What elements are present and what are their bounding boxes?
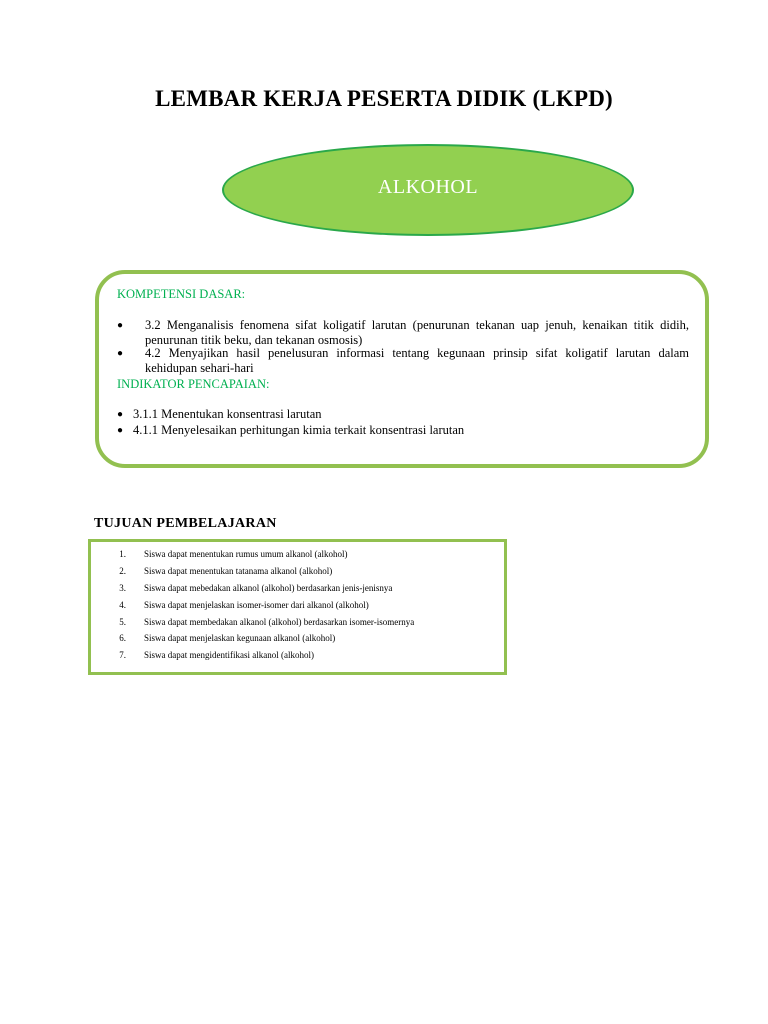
list-item-text: Siswa dapat menentukan tatanama alkanol (alkohol) bbox=[144, 565, 333, 576]
list-item-text: Siswa dapat mengidentifikasi alkanol (alkohol) bbox=[144, 650, 314, 661]
list-item bbox=[91, 546, 504, 563]
list-item bbox=[91, 597, 504, 614]
tujuan-list bbox=[91, 546, 504, 664]
kompetensi-item bbox=[117, 318, 689, 348]
kompetensi-item-text: 4.2 Menyajikan hasil penelusuran informasi tentang kegunaan prinsip sifat koligatif larutan dalam kehidupan sehari-hari bbox=[145, 346, 689, 375]
kompetensi-heading: KOMPETENSI DASAR: bbox=[117, 287, 246, 301]
list-item-text: Siswa dapat membedakan alkanol (alkohol) berdasarkan isomer-isomernya bbox=[144, 616, 415, 627]
topic-label: ALKOHOL bbox=[377, 175, 479, 198]
list-item bbox=[91, 563, 504, 580]
list-item-text: Siswa dapat menjelaskan isomer-isomer dari alkanol (alkohol) bbox=[144, 599, 369, 610]
indikator-item-text: 3.1.1 Menentukan konsentrasi larutan bbox=[133, 407, 322, 421]
indikator-item-text: 4.1.1 Menyelesaikan perhitungan kimia terkait konsentrasi larutan bbox=[133, 423, 465, 437]
list-item-number: 5. bbox=[119, 616, 126, 627]
indikator-item bbox=[117, 407, 689, 422]
list-item-number: 4. bbox=[119, 599, 126, 610]
kompetensi-item bbox=[117, 346, 689, 376]
list-item-text: Siswa dapat mebedakan alkanol (alkohol) berdasarkan jenis-jenisnya bbox=[144, 582, 393, 593]
indikator-item bbox=[117, 423, 689, 438]
topic-oval bbox=[222, 144, 634, 236]
kompetensi-box bbox=[95, 270, 709, 468]
indikator-heading: INDIKATOR PENCAPAIAN: bbox=[117, 377, 270, 391]
list-item bbox=[91, 630, 504, 647]
list-item-number: 3. bbox=[119, 582, 126, 593]
tujuan-box bbox=[88, 539, 507, 675]
list-item-number: 7. bbox=[119, 650, 126, 661]
list-item-number: 2. bbox=[119, 565, 126, 576]
kompetensi-item-text: 3.2 Menganalisis fenomena sifat koligatif larutan (penurunan tekanan uap jenuh, kenaikan titik didih, penurunan titik beku, dan tekanan osmosis) bbox=[145, 318, 689, 347]
bullet-icon: ● bbox=[117, 348, 124, 359]
list-item bbox=[91, 647, 504, 664]
list-item-number: 6. bbox=[119, 633, 126, 644]
tujuan-heading: TUJUAN PEMBELAJARAN bbox=[94, 516, 277, 531]
list-item bbox=[91, 580, 504, 597]
bullet-icon: ● bbox=[117, 425, 124, 436]
bullet-icon: ● bbox=[117, 409, 124, 420]
list-item-text: Siswa dapat menjelaskan kegunaan alkanol (alkohol) bbox=[144, 633, 336, 644]
list-item-number: 1. bbox=[119, 549, 126, 559]
page-title: LEMBAR KERJA PESERTA DIDIK (LKPD) bbox=[155, 86, 613, 111]
list-item bbox=[91, 614, 504, 631]
bullet-icon: ● bbox=[117, 320, 124, 331]
list-item-text: Siswa dapat menentukan rumus umum alkanol (alkohol) bbox=[144, 549, 348, 559]
